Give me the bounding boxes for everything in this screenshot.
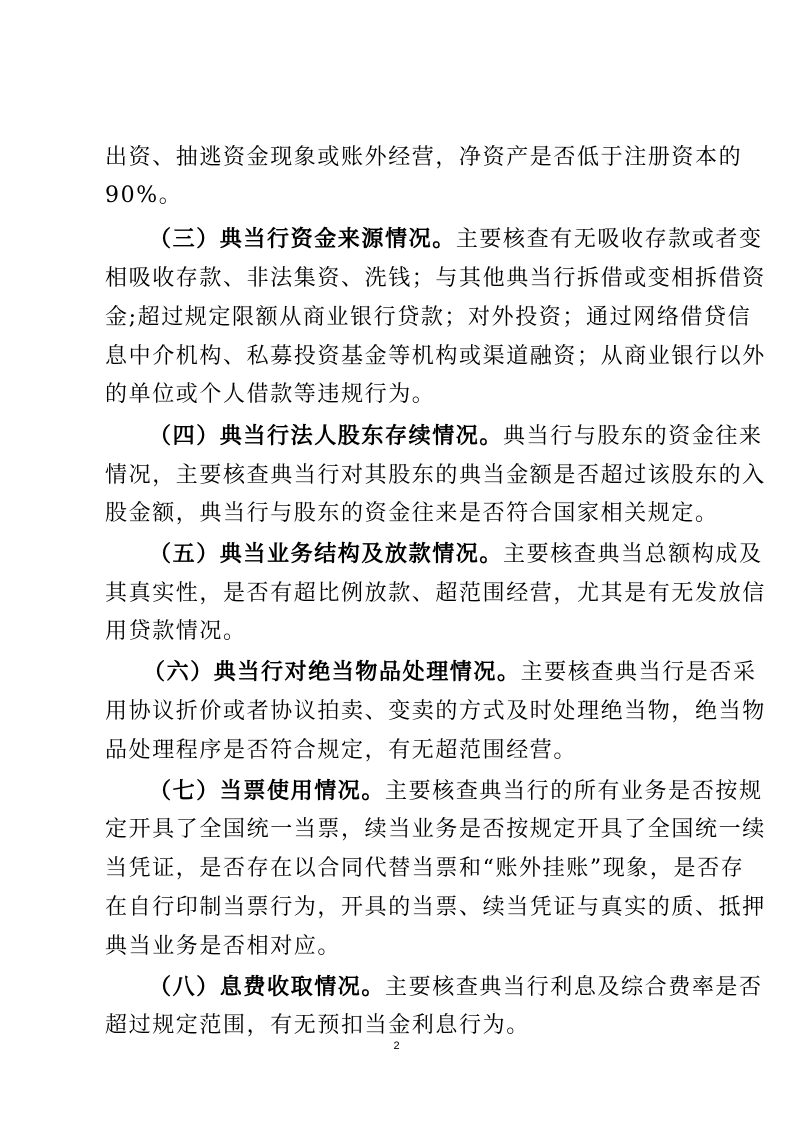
text-line: 相吸收存款、非法集资、洗钱；与其他典当行拆借或变相拆借资 (105, 266, 766, 291)
section-6-line: （六）典当行对绝当物品处理情况。主要核查典当行是否采 (143, 659, 757, 685)
text-line: 出资、抽逃资金现象或账外经营，净资产是否低于注册资本的 (105, 145, 743, 170)
section-heading: （七）当票使用情况。 (149, 778, 386, 804)
text-line: 用协议折价或者协议拍卖、变卖的方式及时处理绝当物，绝当物 (105, 699, 766, 724)
section-5-line: （五）典当业务结构及放款情况。主要核查典当总额构成及 (149, 541, 763, 567)
text-line: 定开具了全国统一当票，续当业务是否按规定开具了全国统一续 (105, 817, 766, 842)
page-number: 2 (393, 1040, 400, 1052)
text-line: 息中介机构、私募投资基金等机构或渠道融资；从商业银行以外 (105, 344, 766, 369)
section-3-line: （三）典当行资金来源情况。主要核查有无吸收存款或者变 (149, 226, 763, 252)
section-4-line: （四）典当行法人股东存续情况。典当行与股东的资金往来 (149, 423, 763, 449)
text-line: 当凭证，是否存在以合同代替当票和“账外挂账”现象，是否存 (105, 856, 745, 881)
text-line: 的单位或个人借款等违规行为。 (105, 382, 436, 407)
text-line: 用贷款情况。 (105, 619, 247, 644)
text-line: 股金额，典当行与股东的资金往来是否符合国家相关规定。 (105, 501, 719, 526)
text-line: 超过规定范围，有无预扣当金利息行为。 (105, 1013, 530, 1038)
section-heading: （四）典当行法人股东存续情况。 (149, 423, 504, 449)
text-line: 其真实性，是否有超比例放款、超范围经营，尤其是有无发放信 (105, 581, 766, 606)
text-line: 在自行印制当票行为，开具的当票、续当凭证与真实的质、抵押 (105, 895, 766, 920)
text-line: 品处理程序是否符合规定，有无超范围经营。 (105, 738, 578, 763)
text-line: 情况，主要核查典当行对其股东的典当金额是否超过该股东的入 (105, 463, 766, 488)
text-line: 90%。 (105, 183, 183, 208)
text-line: 金;超过规定限额从商业银行贷款；对外投资；通过网络借贷信 (105, 305, 752, 330)
section-7-line: （七）当票使用情况。主要核查典当行的所有业务是否按规 (149, 778, 763, 804)
section-heading: （五）典当业务结构及放款情况。 (149, 541, 504, 567)
section-heading: （三）典当行资金来源情况。 (149, 226, 456, 252)
text-line: 典当业务是否相对应。 (105, 934, 342, 959)
section-heading: （八）息费收取情况。 (149, 974, 386, 1000)
section-heading: （六）典当行对绝当物品处理情况。 (143, 659, 521, 685)
section-8-line: （八）息费收取情况。主要核查典当行利息及综合费率是否 (149, 974, 763, 1000)
